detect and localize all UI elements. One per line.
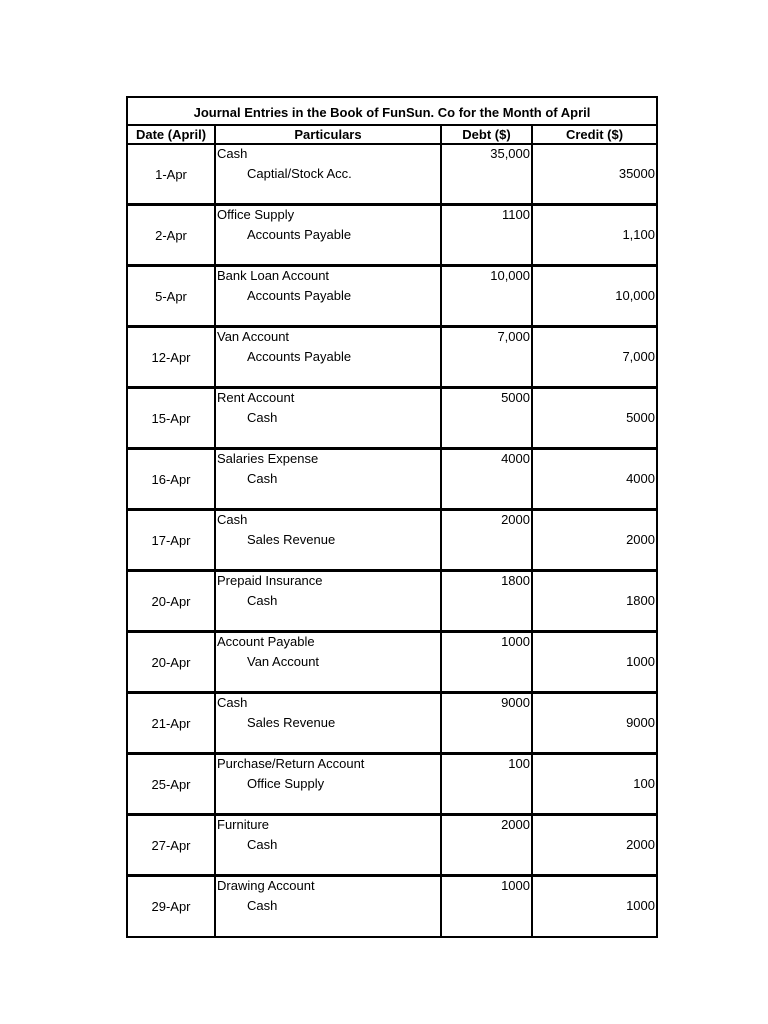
- credit-account: Cash: [247, 898, 278, 913]
- entry-particulars: [216, 328, 442, 386]
- debit-account: Drawing Account: [217, 878, 315, 893]
- credit-amount: 10,000: [615, 288, 655, 303]
- entry-date-text: 20-Apr: [151, 654, 191, 670]
- debit-amount: 35,000: [490, 146, 530, 161]
- journal-entry-row: [128, 450, 656, 511]
- debit-account: Rent Account: [217, 390, 295, 405]
- entry-date: [128, 877, 216, 936]
- credit-account: Sales Revenue: [247, 715, 336, 730]
- credit-account: Accounts Payable: [247, 349, 352, 364]
- debit-account: Cash: [217, 146, 248, 161]
- entry-particulars: [216, 267, 442, 325]
- entry-date-text: 15-Apr: [151, 410, 191, 426]
- debit-amount: 1000: [501, 634, 530, 649]
- credit-account: Cash: [247, 471, 278, 486]
- entry-debit: [442, 633, 533, 691]
- entry-credit: [533, 877, 656, 936]
- entry-debit: [442, 267, 533, 325]
- debit-account: Bank Loan Account: [217, 268, 330, 283]
- credit-account: Accounts Payable: [247, 227, 352, 242]
- entry-date: [128, 450, 216, 508]
- journal-entry-row: [128, 145, 656, 206]
- entry-date: [128, 206, 216, 264]
- entry-date: [128, 633, 216, 691]
- credit-account: Sales Revenue: [247, 532, 336, 547]
- entry-credit: [533, 206, 656, 264]
- credit-amount: 1,100: [622, 227, 655, 242]
- header-date: Date (April): [128, 126, 216, 143]
- entry-date-text: 17-Apr: [151, 532, 191, 548]
- debit-amount: 1100: [502, 207, 530, 222]
- entry-credit: [533, 511, 656, 569]
- journal-entry-row: [128, 511, 656, 572]
- credit-amount: 1000: [626, 654, 655, 669]
- debit-amount: 1000: [501, 878, 530, 893]
- header-credit: Credit ($): [565, 127, 624, 142]
- debit-account: Prepaid Insurance: [217, 573, 323, 588]
- entry-debit: [442, 572, 533, 630]
- entry-date: [128, 145, 216, 203]
- journal-entry-row: [128, 694, 656, 755]
- debit-amount: 100: [508, 756, 530, 771]
- journal-entry-row: [128, 816, 656, 877]
- entry-debit: [442, 389, 533, 447]
- debit-amount: 1800: [501, 573, 530, 588]
- entry-particulars: [216, 389, 442, 447]
- entry-debit: [442, 694, 533, 752]
- credit-account: Accounts Payable: [247, 288, 352, 303]
- credit-account: Captial/Stock Acc.: [247, 166, 352, 181]
- entry-date: [128, 511, 216, 569]
- journal-entry-row: [128, 572, 656, 633]
- entry-debit: [442, 755, 533, 813]
- debit-account: Cash: [217, 695, 248, 710]
- credit-amount: 4000: [626, 471, 655, 486]
- entry-particulars: [216, 206, 442, 264]
- entry-debit: [442, 450, 533, 508]
- credit-account: Cash: [247, 410, 278, 425]
- entry-particulars: [216, 877, 442, 936]
- entry-date-text: 20-Apr: [151, 593, 191, 609]
- debit-amount: 9000: [501, 695, 530, 710]
- entry-date-text: 21-Apr: [151, 715, 191, 731]
- entry-date-text: 5-Apr: [155, 288, 187, 304]
- entry-date: [128, 328, 216, 386]
- credit-amount: 2000: [626, 532, 655, 547]
- entry-date: [128, 816, 216, 874]
- header-row: [128, 124, 656, 145]
- entry-credit: [533, 328, 656, 386]
- debit-amount: 5000: [501, 390, 530, 405]
- journal-entry-row: [128, 206, 656, 267]
- journal-table: [126, 96, 658, 938]
- credit-amount: 1000: [626, 898, 655, 913]
- credit-amount: 1800: [626, 593, 655, 608]
- entry-debit: [442, 511, 533, 569]
- debit-amount: 10,000: [490, 268, 530, 283]
- debit-account: Furniture: [217, 817, 270, 832]
- entry-credit: [533, 450, 656, 508]
- entry-date-text: 1-Apr: [155, 166, 187, 182]
- entry-credit: [533, 694, 656, 752]
- entry-debit: [442, 816, 533, 874]
- entry-particulars: [216, 450, 442, 508]
- debit-account: Office Supply: [217, 207, 295, 222]
- entry-particulars: [216, 755, 442, 813]
- debit-amount: 7,000: [497, 329, 530, 344]
- entry-date-text: 29-Apr: [151, 899, 191, 914]
- debit-amount: 2000: [501, 512, 530, 527]
- journal-entry-row: [128, 328, 656, 389]
- header-particulars: Particulars: [216, 126, 442, 143]
- entry-credit: [533, 755, 656, 813]
- entry-date-text: 27-Apr: [151, 837, 191, 853]
- journal-entry-row: [128, 755, 656, 816]
- header-debit: Debt ($): [442, 126, 533, 143]
- journal-title: Journal Entries in the Book of FunSun. Co for the Month of April: [193, 105, 591, 120]
- entry-debit: [442, 206, 533, 264]
- entry-debit: [442, 145, 533, 203]
- debit-amount: 4000: [501, 451, 530, 466]
- entry-date-text: 16-Apr: [151, 471, 191, 487]
- credit-account: Cash: [247, 593, 278, 608]
- credit-amount: 5000: [626, 410, 655, 425]
- credit-account: Office Supply: [247, 776, 325, 791]
- credit-amount: 35000: [618, 166, 655, 181]
- credit-amount: 9000: [626, 715, 655, 730]
- entry-debit: [442, 328, 533, 386]
- entry-credit: [533, 267, 656, 325]
- debit-account: Van Account: [217, 329, 290, 344]
- debit-account: Account Payable: [217, 634, 315, 649]
- entry-credit: [533, 145, 656, 203]
- entry-date: [128, 389, 216, 447]
- debit-amount: 2000: [501, 817, 530, 832]
- credit-amount: 2000: [626, 837, 655, 852]
- entry-particulars: [216, 816, 442, 874]
- journal-entry-row: [128, 633, 656, 694]
- entry-particulars: [216, 145, 442, 203]
- entry-date-text: 12-Apr: [151, 349, 191, 365]
- entry-particulars: [216, 511, 442, 569]
- journal-entry-row: [128, 267, 656, 328]
- entry-date: [128, 572, 216, 630]
- entry-particulars: [216, 633, 442, 691]
- credit-amount: 7,000: [622, 349, 655, 364]
- entry-credit: [533, 633, 656, 691]
- journal-entry-row: [128, 877, 656, 936]
- credit-account: Cash: [247, 837, 278, 852]
- entry-date: [128, 694, 216, 752]
- entry-debit: [442, 877, 533, 936]
- credit-account: Van Account: [247, 654, 320, 669]
- debit-account: Salaries Expense: [217, 451, 319, 466]
- entry-particulars: [216, 572, 442, 630]
- entry-particulars: [216, 694, 442, 752]
- journal-entries: [128, 145, 656, 936]
- entry-date: [128, 267, 216, 325]
- credit-amount: 100: [633, 776, 655, 791]
- entry-date-text: 2-Apr: [155, 227, 187, 243]
- entry-credit: [533, 816, 656, 874]
- entry-date: [128, 755, 216, 813]
- debit-account: Cash: [217, 512, 248, 527]
- debit-account: Purchase/Return Account: [217, 756, 365, 771]
- entry-date-text: 25-Apr: [151, 776, 191, 792]
- entry-credit: [533, 389, 656, 447]
- journal-entry-row: [128, 389, 656, 450]
- entry-credit: [533, 572, 656, 630]
